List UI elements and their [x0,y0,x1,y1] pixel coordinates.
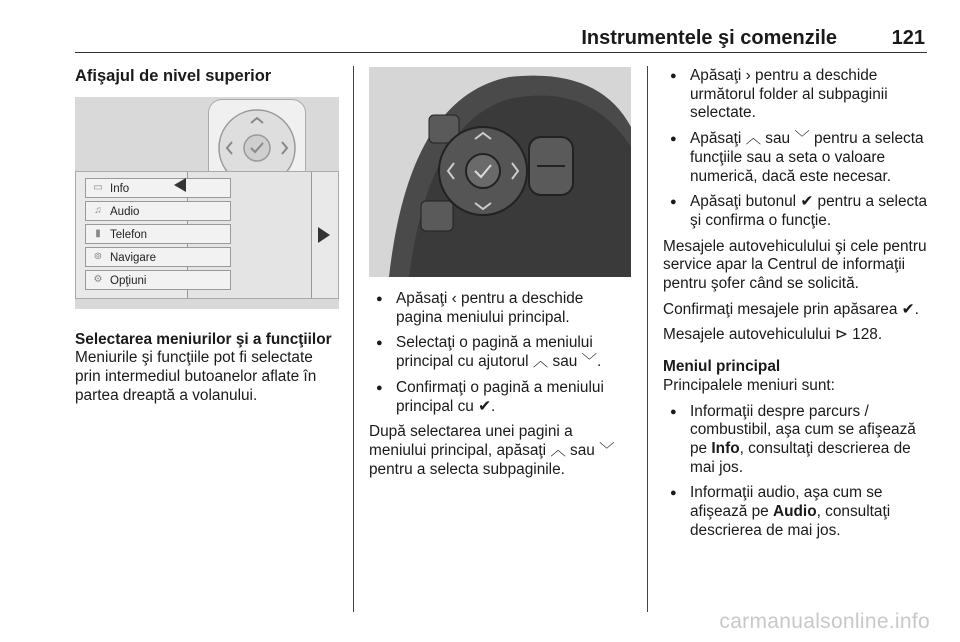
menu-item-navigare[interactable]: ⊚ Navigare [85,247,231,267]
info-icon: ▭ [93,181,103,193]
main-menu-list [663,403,931,541]
paragraph: Confirmaţi mesajele prin apăsarea ✔. [663,300,919,318]
column-divider-2 [647,66,648,612]
subsection-heading: Meniul principal [663,358,781,376]
paragraph: După selectarea unei pagini a meniului principal, apăsaţi ︿ sau ﹀ pentru a selecta subpaginile. [369,423,615,478]
middle-column [369,67,633,486]
page-number: 121 [891,27,925,49]
audio-note-icon: ♫ [94,204,102,216]
list-item: ● Apăsaţi ‹ pentru a deschide pagina meniului principal. [369,290,633,327]
list-item: ● Apăsaţi › pentru a deschide următorul folder al subpaginii selectate. [663,67,931,123]
column-divider-1 [353,66,354,612]
triangle-right-icon [316,226,332,244]
list-item: ● Informaţii despre parcurs / combustibil, aşa cum se afişează pe Info, consultaţi descrierea de mai jos. [663,403,931,478]
settings-icon: ⚙ [93,273,103,285]
list-item: ● Apăsaţi butonul ✔ pentru a selecta şi confirma o funcţie. [663,193,931,230]
phone-icon: ▮ [95,227,101,239]
right-bullet-list [663,67,931,231]
left-column [75,67,341,413]
list-item: ● Confirmaţi o pagină a meniului principal cu ✔. [369,379,633,416]
menu-item-info[interactable]: ▭ Info [85,178,231,198]
watermark: carmanualsonline.info [719,610,930,633]
display-figure [75,97,339,309]
list-item: ● Selectaţi o pagină a meniului principal cu ajutorul ︿ sau ﹀. [369,334,633,371]
steering-wheel-figure [369,67,631,277]
steering-wheel-controls-icon [369,67,631,277]
display-screen [75,171,339,299]
paragraph: Principalele meniuri sunt: [663,376,835,394]
menu-item-telefon[interactable]: ▮ Telefon [85,224,231,244]
paragraph: Meniurile şi funcţiile pot fi selectate prin intermediul butoanelor aflate în partea dreaptă a volanului. [75,349,317,404]
triangle-left-icon [172,177,188,193]
menu-item-optiuni[interactable]: ⚙ Opţiuni [85,270,231,290]
paragraph: Mesajele autovehiculului şi cele pentru service apar la Centrul de informaţii pentru şofer când se solicită. [663,237,927,293]
page-title: Instrumentele şi comenzile [581,27,837,49]
right-column [663,67,931,547]
section-heading: Afişajul de nivel superior [75,67,272,85]
page-header [75,26,927,53]
paragraph: Mesajele autovehiculului ⊳ 128. [663,326,883,344]
middle-bullet-list [369,290,633,416]
navigation-icon: ⊚ [93,250,103,262]
menu-item-audio[interactable]: ♫ Audio [85,201,231,221]
list-item: ● Apăsaţi ︿ sau ﹀ pentru a selecta funcţiile sau a seta o valoare numerică, dacă este necesar. [663,130,931,186]
subsection-heading: Selectarea meniurilor şi a funcţiilor [75,330,332,348]
list-item: ● Informaţii audio, aşa cum se afişează pe Audio, consultaţi descrierea de mai jos. [663,484,931,540]
